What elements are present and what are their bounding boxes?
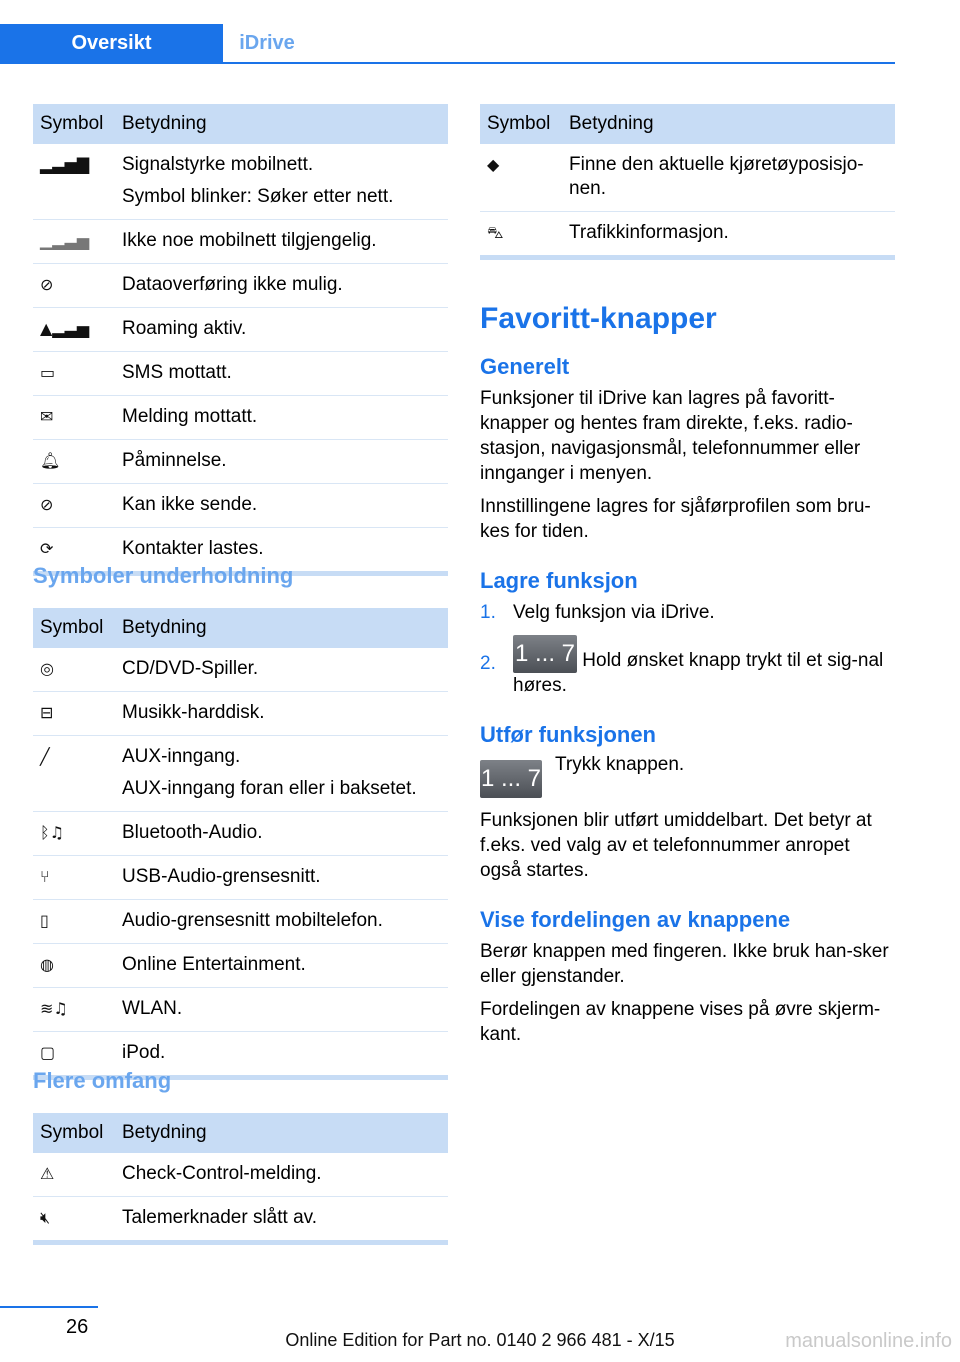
table-row [33, 736, 448, 812]
position-icon: ◆ [487, 155, 500, 174]
contacts-loading-icon: ⟳ [40, 539, 54, 558]
column-header-symbol: Symbol [480, 104, 562, 144]
favorite-key-image: 1 ... 7 [513, 635, 577, 673]
left-column [33, 104, 448, 576]
meaning-text: USB-Audio-grensesnitt. [122, 866, 321, 887]
table-row [33, 144, 448, 220]
meaning-text: WLAN. [122, 998, 183, 1019]
table-row [33, 484, 448, 528]
top-tab-bar [0, 24, 895, 64]
column-header-meaning: Betydning [562, 104, 895, 144]
section-heading-entertainment: Symboler underholdning [33, 563, 294, 588]
store-steps [480, 600, 895, 698]
meaning-text: Melding mottatt. [122, 406, 258, 427]
show-heading: Vise fordelingen av knappene [480, 907, 791, 932]
more-column [33, 1113, 448, 1245]
favorites-title: Favoritt-knapper [480, 302, 717, 335]
table-row [480, 144, 895, 212]
table-row [33, 1197, 448, 1243]
more-symbols-table [33, 1113, 448, 1245]
page-number: 26 [66, 1316, 89, 1338]
table-row [33, 440, 448, 484]
execute-text: Trykk knappen. [555, 754, 685, 775]
bluetooth-audio-icon: ᛒ♫ [40, 823, 64, 842]
no-network-icon: ▁▂▃▅ [40, 231, 90, 250]
aux-icon: ╱ [40, 747, 50, 766]
table-row [33, 352, 448, 396]
traffic-info-icon: ⛍ [487, 223, 504, 242]
execute-row [480, 754, 895, 798]
meaning-text: Finne den aktuelle kjøretøyposisjo-nen. [569, 154, 864, 199]
favorite-key-image: 1 ... 7 [480, 760, 542, 798]
table-row [33, 1153, 448, 1197]
list-item [480, 635, 895, 698]
table-row [33, 220, 448, 264]
execute-heading: Utfør funksjonen [480, 722, 656, 747]
column-header-meaning: Betydning [115, 104, 448, 144]
table-row [33, 812, 448, 856]
meaning-text: Ikke noe mobilnett tilgjengelig. [122, 230, 377, 251]
show-paragraph-1: Berør knappen med fingeren. Ikke bruk han-sker eller gjenstander. [480, 941, 889, 987]
meaning-text: SMS mottatt. [122, 362, 232, 383]
table-row [33, 900, 448, 944]
meaning-text: Talemerknader slått av. [122, 1207, 318, 1228]
usb-icon: ⑂ [40, 867, 50, 886]
execute-paragraph: Funksjonen blir utført umiddelbart. Det betyr at f.eks. ved valg av et telefonnummer anropet også startes. [480, 810, 872, 881]
meaning-text: Bluetooth-Audio. [122, 822, 263, 843]
general-paragraph-1: Funksjoner til iDrive kan lagres på favoritt-knapper og hentes fram direkte, f.eks. radio-stasjon, navigasjonsmål, telefonnummer eller innganger i menyen. [480, 388, 861, 484]
meaning-text: Audio-grensesnitt mobiltelefon. [122, 910, 383, 931]
hard-disk-icon: ⊟ [40, 703, 54, 722]
warning-icon: ⚠ [40, 1164, 55, 1183]
signal-strength-icon: ▂▃▅▇ [40, 155, 90, 174]
table-row [33, 988, 448, 1032]
online-entertainment-icon: ◍ [40, 955, 54, 974]
meaning-text: iPod. [122, 1042, 166, 1063]
column-header-symbol: Symbol [33, 608, 115, 648]
page-number-rule [0, 1306, 98, 1308]
show-paragraph-2: Fordelingen av knappene vises på øvre skjerm-kant. [480, 999, 881, 1045]
table-row [33, 648, 448, 692]
meaning-text: Signalstyrke mobilnett. [122, 154, 314, 175]
meaning-text: Roaming aktiv. [122, 318, 247, 339]
meaning-text: Kontakter lastes. [122, 538, 264, 559]
no-data-transfer-icon: ⊘ [40, 275, 54, 294]
column-header-meaning: Betydning [115, 1113, 448, 1153]
general-paragraph-2: Innstillingene lagres for sjåførprofilen som bru-kes for tiden. [480, 496, 871, 542]
step-text: Velg funksjon via iDrive. [513, 602, 715, 623]
meaning-text: Online Entertainment. [122, 954, 306, 975]
table-row [33, 692, 448, 736]
cd-icon: ◎ [40, 659, 54, 678]
roaming-icon: ▲▂▃▅ [40, 319, 90, 338]
store-heading: Lagre funksjon [480, 568, 638, 593]
column-header-symbol: Symbol [33, 1113, 115, 1153]
envelope-icon: ✉ [40, 407, 54, 426]
cannot-send-icon: ⊘ [40, 495, 54, 514]
meaning-text: Trafikkinformasjon. [569, 222, 729, 243]
navigation-symbols-table [480, 104, 895, 260]
meaning-text: Check-Control-melding. [122, 1163, 322, 1184]
list-item [480, 600, 895, 625]
table-row [33, 396, 448, 440]
table-row [33, 308, 448, 352]
meaning-text: Musikk-harddisk. [122, 702, 265, 723]
meaning-text: Påminnelse. [122, 450, 227, 471]
tab-idrive[interactable]: iDrive [239, 32, 295, 54]
section-heading-more: Flere omfang [33, 1068, 172, 1093]
column-header-meaning: Betydning [115, 608, 448, 648]
tab-oversikt[interactable]: Oversikt [0, 24, 223, 62]
column-header-symbol: Symbol [33, 104, 115, 144]
entertainment-symbols-table [33, 608, 448, 1080]
meaning-text: CD/DVD-Spiller. [122, 658, 259, 679]
mobile-audio-icon: ▯ [40, 911, 49, 930]
meaning-text: Dataoverføring ikke mulig. [122, 274, 343, 295]
entertainment-column [33, 608, 448, 1080]
meaning-text: AUX-inngang. [122, 746, 241, 767]
meaning-text: Kan ikke sende. [122, 494, 258, 515]
sms-icon: ▭ [40, 363, 56, 382]
table-row [480, 212, 895, 258]
table-row [33, 944, 448, 988]
ipod-icon: ▢ [40, 1043, 56, 1062]
status-symbols-table [33, 104, 448, 576]
mute-speech-icon: 🔇︎ [40, 1208, 51, 1227]
footer-text: Online Edition for Part no. 0140 2 966 481 - X/15 [285, 1330, 675, 1350]
table-row [33, 856, 448, 900]
general-heading: Generelt [480, 354, 570, 379]
step-number: 2. [480, 653, 496, 674]
table-row [33, 264, 448, 308]
bell-icon: 🔔︎ [40, 451, 61, 470]
right-column [480, 104, 895, 1047]
step-number: 1. [480, 602, 496, 623]
watermark: manualsonline.info [785, 1330, 952, 1352]
meaning-text: AUX-inngang foran eller i baksetet. [122, 778, 417, 799]
step-text: Hold ønsket knapp trykt til et sig-nal høres. [513, 650, 884, 696]
wlan-icon: ≋♫ [40, 999, 68, 1018]
meaning-text: Symbol blinker: Søker etter nett. [122, 186, 394, 207]
